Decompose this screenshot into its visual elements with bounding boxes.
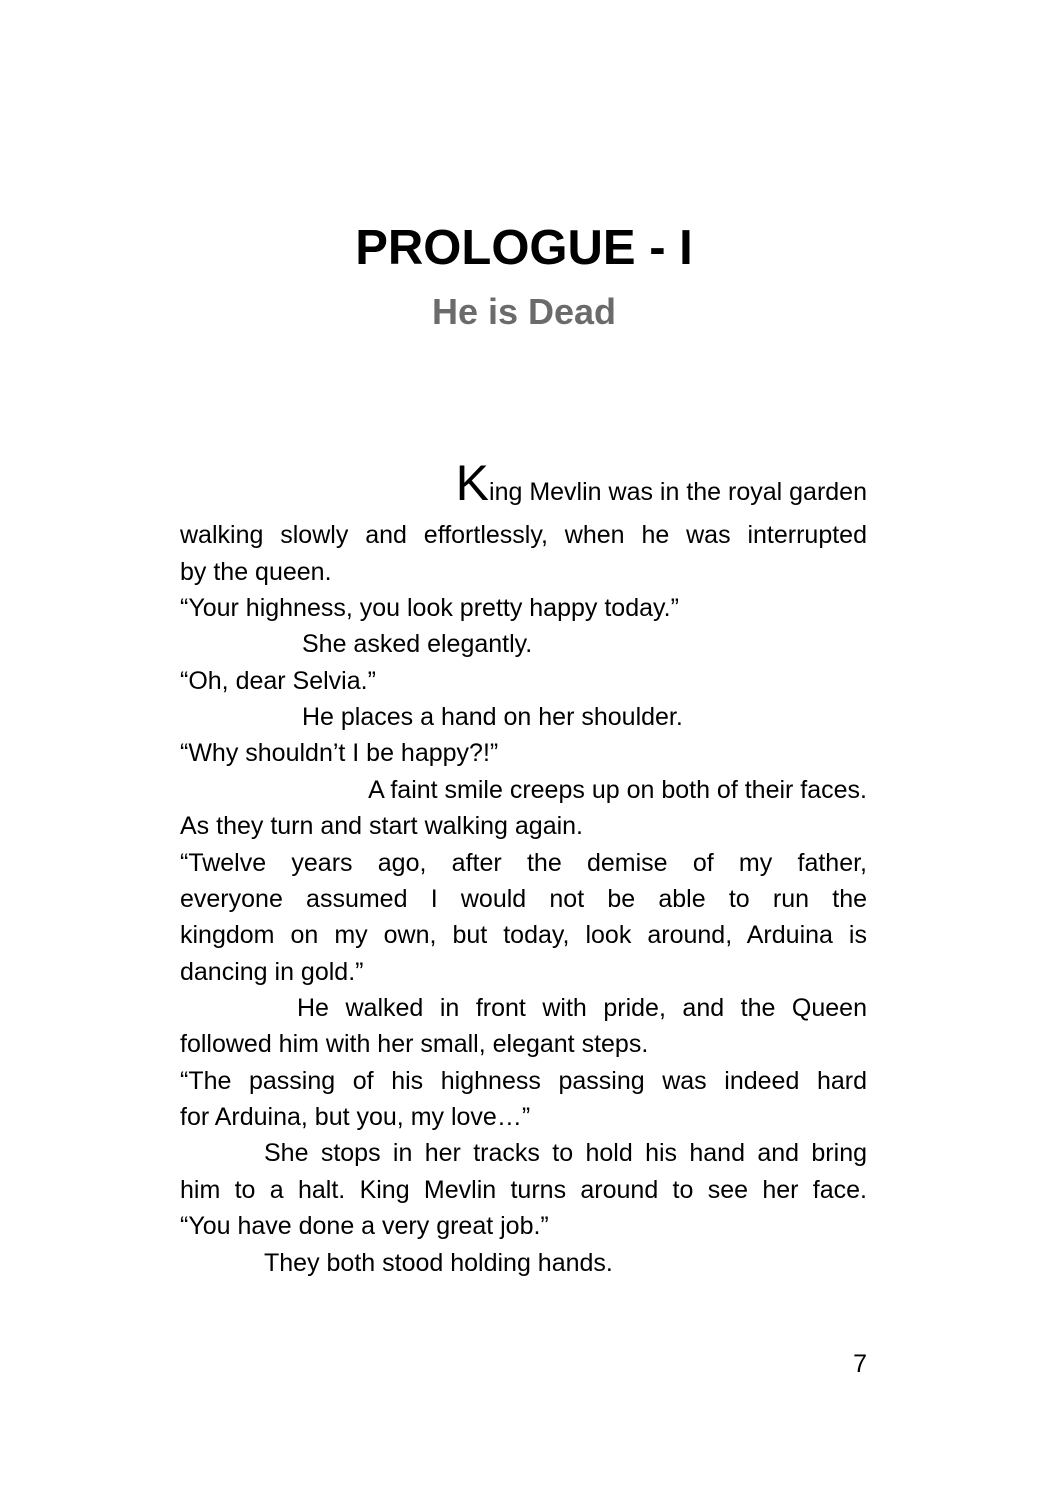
- text-line: She stops in her tracks to hold his hand and bring: [264, 1139, 867, 1167]
- text-line-opening: [180, 455, 867, 511]
- dialogue-line: “You have done a very great job.”: [180, 1212, 549, 1240]
- text-line: She asked elegantly.: [302, 630, 533, 658]
- dialogue-line: for Arduina, but you, my love…”: [180, 1103, 531, 1131]
- text-line: They both stood holding hands.: [264, 1249, 613, 1277]
- dialogue-line: “Why shouldn’t I be happy?!”: [180, 739, 499, 767]
- text-line: ing Mevlin was in the royal garden: [489, 478, 867, 506]
- chapter-subtitle: He is Dead: [431, 291, 617, 332]
- text-line: As they turn and start walking again.: [180, 812, 584, 840]
- text-line: He places a hand on her shoulder.: [302, 703, 683, 731]
- dialogue-line: kingdom on my own, but today, look around, Arduina is: [180, 921, 867, 949]
- text-line: He walked in front with pride, and the Queen: [297, 994, 867, 1022]
- page-number: 7: [853, 1350, 867, 1378]
- text-line: by the queen.: [180, 558, 332, 586]
- chapter-title: PROLOGUE - I: [355, 221, 693, 275]
- dialogue-line: “Your highness, you look pretty happy today.”: [180, 594, 679, 622]
- dialogue-line: “Twelve years ago, after the demise of my father,: [180, 849, 867, 877]
- dialogue-line: everyone assumed I would not be able to run the: [180, 885, 867, 913]
- drop-cap: K: [455, 455, 490, 511]
- dialogue-line: “The passing of his highness passing was indeed hard: [180, 1067, 867, 1095]
- text-line: him to a halt. King Mevlin turns around to see her face.: [180, 1176, 867, 1204]
- text-line: walking slowly and effortlessly, when he was interrupted: [180, 521, 867, 549]
- dialogue-line: dancing in gold.”: [180, 958, 364, 986]
- text-line: A faint smile creeps up on both of their faces.: [368, 776, 867, 804]
- text-line: followed him with her small, elegant steps.: [180, 1030, 649, 1058]
- dialogue-line: “Oh, dear Selvia.”: [180, 667, 376, 695]
